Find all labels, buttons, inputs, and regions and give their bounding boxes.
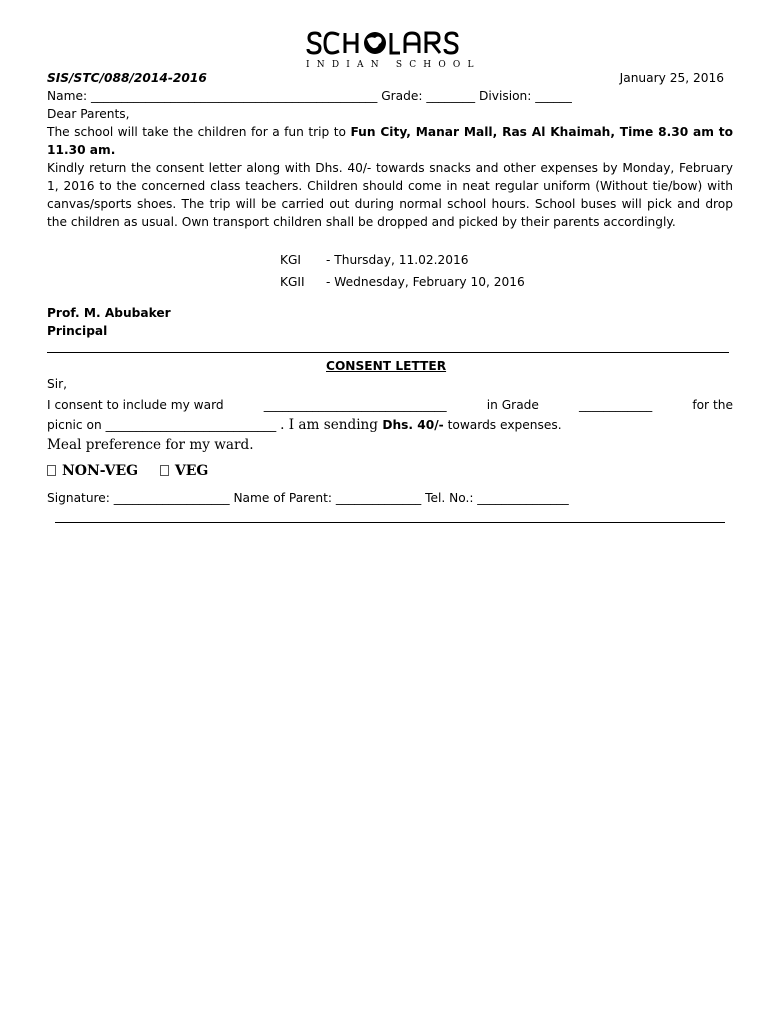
grade-label: Grade: (381, 89, 423, 103)
parent-name-label: Name of Parent: (233, 491, 333, 505)
svg-text:INDIAN SCHOOL: INDIAN SCHOOL (306, 60, 481, 70)
parent-name-field[interactable]: ______________ (335, 491, 422, 505)
nonveg-checkbox[interactable] (47, 465, 56, 476)
reference-number: SIS/STC/088/2014-2016 (47, 71, 207, 85)
salutation: Dear Parents, (47, 107, 130, 121)
consent-line-2 (47, 416, 733, 434)
picnic-on-text: picnic on (47, 418, 102, 432)
principal-title: Principal (47, 324, 108, 338)
signature-label: Signature: (47, 491, 110, 505)
division-field[interactable]: ______ (535, 89, 572, 103)
towards-expenses-text: towards expenses. (443, 418, 562, 432)
schedule-date: - Wednesday, February 10, 2016 (326, 275, 525, 289)
consent-salutation: Sir, (47, 377, 68, 391)
consent-title: CONSENT LETTER (326, 359, 447, 373)
schedule-grade: KGI (280, 253, 302, 267)
tel-label: Tel. No.: (425, 491, 474, 505)
nonveg-label: NON-VEG (62, 463, 139, 479)
principal-name: Prof. M. Abubaker (47, 306, 171, 320)
name-field[interactable]: _______________________________________________ (90, 89, 378, 103)
ward-grade-field[interactable]: ____________ (579, 398, 653, 412)
scholars-logo-icon (305, 27, 525, 71)
consent-line-1 (47, 396, 733, 414)
division-label: Division: (478, 89, 532, 103)
meal-options (47, 462, 208, 480)
schedule-grade: KGII (280, 275, 305, 289)
meal-preference-label: Meal preference for my ward. (47, 437, 254, 453)
student-info-line (47, 87, 733, 105)
amount-text: Dhs. 40/- (382, 418, 444, 432)
grade-text: in Grade (486, 398, 539, 412)
signature-field[interactable]: ___________________ (113, 491, 230, 505)
veg-checkbox[interactable] (160, 465, 169, 476)
signature-line (47, 489, 733, 507)
consent-text: I consent to include my ward (47, 398, 224, 412)
trip-details: Fun City, Manar Mall, Ras Al Khaimah, Time 8.30 am to 11.30 am. (47, 125, 733, 157)
cut-line (47, 352, 729, 353)
school-logo (305, 27, 525, 71)
sending-text: . I am sending (280, 417, 383, 433)
veg-label: VEG (174, 463, 209, 479)
trip-text: The school will take the children for a fun trip to (47, 125, 351, 139)
tel-field[interactable]: _______________ (477, 491, 569, 505)
trip-paragraph (47, 123, 733, 159)
letter-date: January 25, 2016 (619, 71, 724, 85)
ward-name-field[interactable]: ______________________________ (263, 398, 447, 412)
schedule-date: - Thursday, 11.02.2016 (326, 253, 469, 267)
picnic-date-field[interactable]: ____________________________ (105, 418, 277, 432)
for-the-text: for the (692, 398, 733, 412)
grade-field[interactable]: ________ (426, 89, 476, 103)
bottom-rule (55, 522, 725, 523)
instructions-paragraph: Kindly return the consent letter along with Dhs. 40/- towards snacks and other expenses by Monday, February 1, 2016 to the concerned class teachers. Children should come in neat regular uniform (Without tie/bow) with canvas/sports shoes. The trip will be carried out during normal school hours. School buses will pick and drop the children as usual. Own transport children shall be dropped and picked by their parents accordingly. (47, 161, 733, 229)
name-label: Name: (47, 89, 88, 103)
